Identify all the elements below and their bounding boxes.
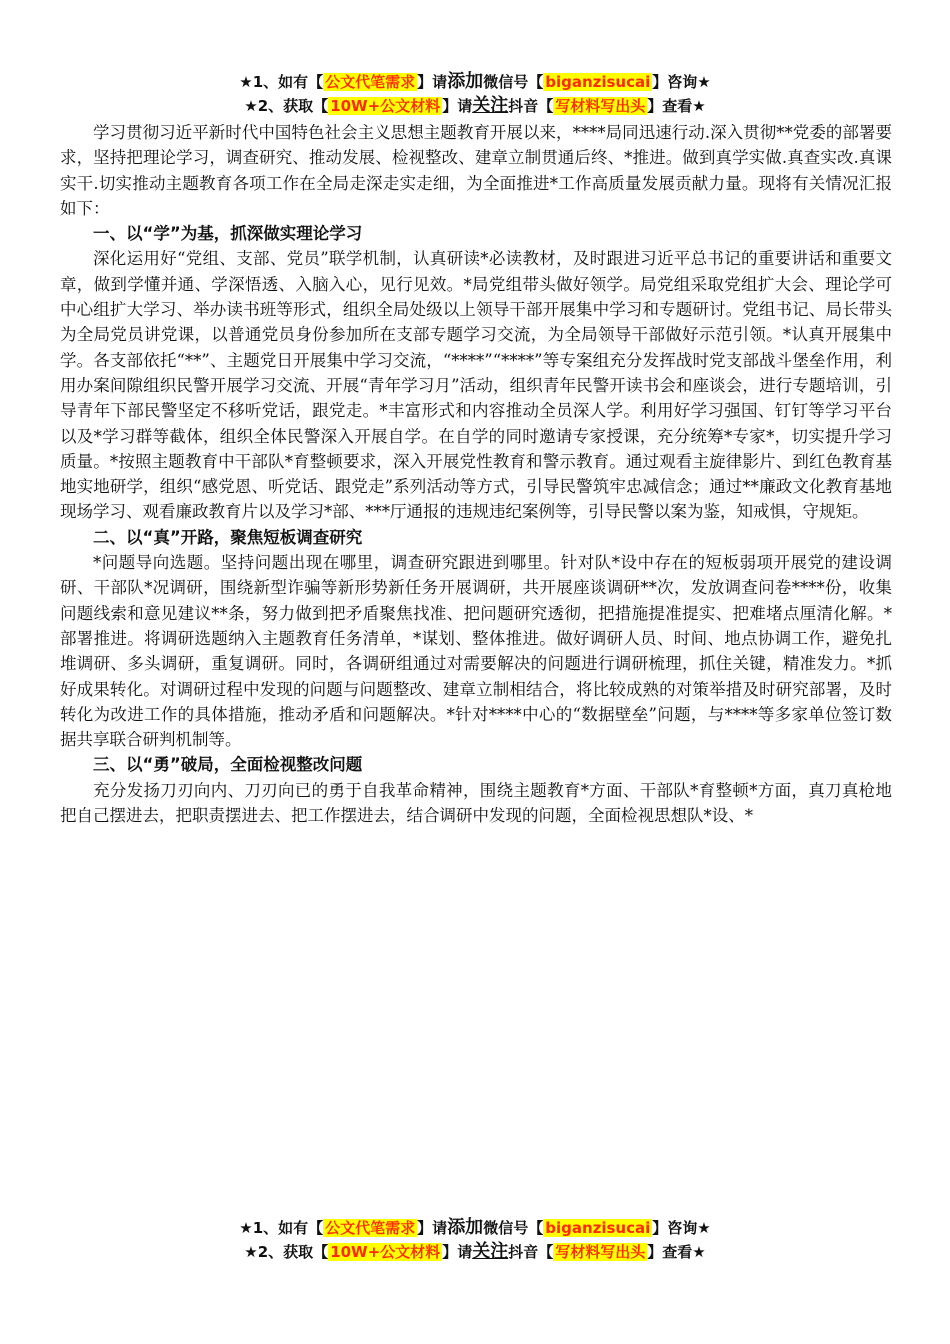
section-paragraph: 深化运用好“党组、支部、党员”联学机制，认真研读*必读教材，及时跟进习近平总书记的重要讲话和重要文章，做到学懂并通、学深悟透、入脑入心，见行见效。*局党组带头做好领学。局党组采取党组扩大会、理论学可中心组扩大学习、举办读书班等形式，组织全局处级以上领导干部开展集中学习和专题研讨。党组书记、局长带头为全局党员讲党课，以普通党员身份参加所在支部专题学习交流，为全局领导干部做好示范引领。*认真开展集中学。各支部依托“**”、主题党日开展集中学习交流，“****”“****”等专案组充分发挥战时党支部战斗堡垒作用，利用办案间隙组织民警开展学习交流、开展“青年学习月”活动，组织青年民警开读书会和座谈会，进行专题培训，引导青年下部民警坚定不移听党话，跟党走。*丰富形式和内容推动全员深人学。利用好学习强国、钉钉等学习平台以及*学习群等截体，组织全体民警深入开展自学。在自学的同时邀请专家授课，充分统筹*专家*，切实提升学习质量。*按照主题教育中干部队*育整顿要求，深入开展党性教育和警示教育。通过观看主旋律影片、到红色教育基地实地研学，组织“感党恩、听党话、跟党走”系列活动等方式，引导民警筑牢忠减信念；通过**廉政文化教育基地现场学习、观看廉政教育片以及学习*部、***厅通报的违规违纪案例等，引导民警以案为鉴，知戒惧，守规矩。 [60,249,892,522]
promo-line-1: ★1、如有【 公文代笔需求 】请添加微信号【 biganzisucai 】咨询★ [239,71,711,92]
promo-line-2: ★2、获取【 10W+公文材料 】请关注抖音【 写材料写出头 】查看★ [244,95,706,116]
highlight-materials: 10W+公文材料 [330,1243,441,1261]
highlight-ghostwriting: 公文代笔需求 [325,73,416,91]
highlight-wechat-id: biganzisucai [545,1219,651,1237]
promo-line-2: ★2、获取【 10W+公文材料 】请关注抖音【 写材料写出头 】查看★ [244,1241,706,1262]
highlight-materials: 10W+公文材料 [330,97,441,115]
section-heading: 三、以“勇”破局，全面检视整改问题 [93,755,363,775]
section-paragraph: *问题导向选题。坚持问题出现在哪里，调查研究跟进到哪里。针对队*设中存在的短板弱项开展党的建设调研、干部队*况调研，围绕新型诈骗等新形势新任务开展调研，共开展座谈调研**次，发放调查问卷****份，收集问题线索和意见建议**条，努力做到把矛盾聚焦找准、把问题研究透彻，把措施提准提实、把难堵点厘清化解。*部署推进。将调研选题纳入主题教育任务清单，*谋划、整体推进。做好调研人员、时间、地点协调工作，避免扎堆调研、多头调研，重复调研。同时，各调研组通过对需要解决的问题进行调研梳理，抓住关键，精准发力。*抓好成果转化。对调研过程中发现的问题与问题整改、建章立制相结合，将比较成熟的对策举措及时研究部署，及时转化为改进工作的具体措施，推动矛盾和问题解决。*针对****中心的“数据壁垒”问题，与****等多家单位签订数据共享联合研判机制等。 [60,553,892,750]
highlight-douyin-account: 写材料写出头 [555,1243,646,1261]
section-paragraph: 充分发扬刀刃向内、刀刃向已的勇于自我革命精神，围绕主题教育*方面、干部队*育整顿*方面，真刀真枪地把自己摆进去，把职责摆进去、把工作摆进去，结合调研中发现的问题，全面检视思想队*设、* [60,780,892,826]
section-heading: 一、以“学”为基，抓深做实理论学习 [93,224,363,244]
highlight-ghostwriting: 公文代笔需求 [325,1219,416,1237]
section-heading: 二、以“真”开路，聚焦短板调查研究 [93,527,363,547]
promo-line-1: ★1、如有【 公文代笔需求 】请添加微信号【 biganzisucai 】咨询★ [239,1217,711,1238]
intro-paragraph: 学习贯彻习近平新时代中国特色社会主义思想主题教育开展以来，****局同迅速行动.深入贯彻**党委的部署要求，坚持把理论学习，调查研究、推动发展、检视整改、建章立制贯通后终、*推进。做到真学实做.真查实改.真课实干.切实推动主题教育各项工作在全局走深走实走细，为全面推进*工作高质量发展贡献力量。现将有关情况汇报如下： [60,123,892,218]
highlight-douyin-account: 写材料写出头 [555,97,646,115]
promo-footer [0,1216,950,1264]
promo-header [0,70,950,118]
highlight-wechat-id: biganzisucai [545,73,651,91]
document-body [60,120,892,828]
